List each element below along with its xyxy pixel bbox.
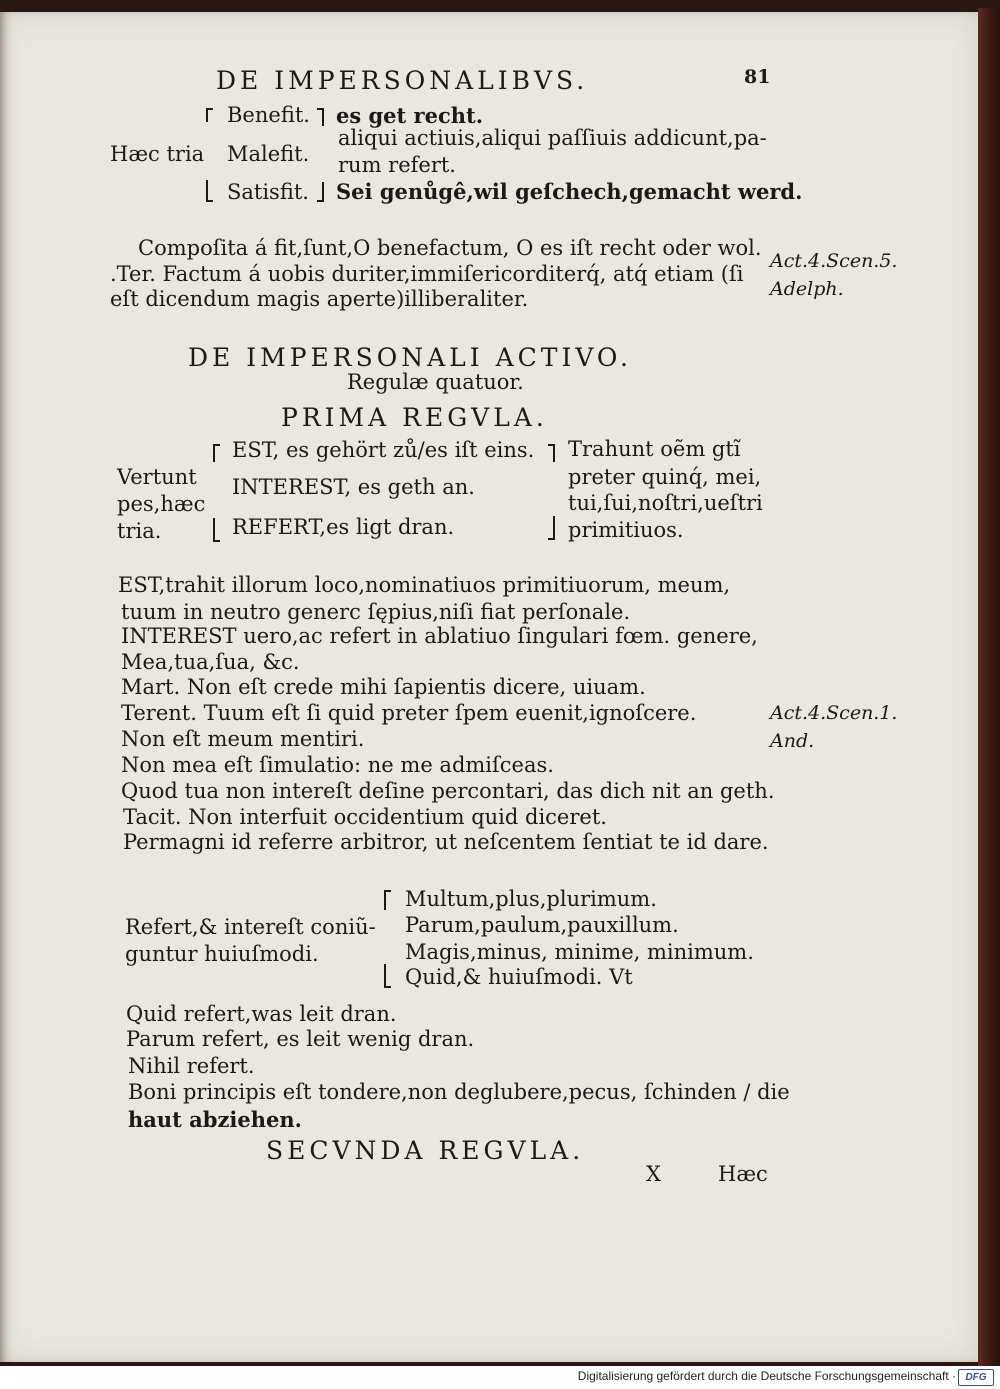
block1-item-3: Satisfit. bbox=[227, 180, 309, 204]
para2-line-8: Non mea eſt ſimulatio: ne me admiſceas. bbox=[121, 753, 554, 777]
para2-line-7: Non eſt meum mentiri. bbox=[121, 727, 365, 751]
para2-line-1: EST,trahit illorum loco,nominatiuos primitiuorum, meum, bbox=[118, 573, 731, 597]
block2-bracket-right-bottom bbox=[548, 516, 555, 540]
rule-heading-secunda: SECVNDA REGVLA. bbox=[266, 1136, 585, 1165]
block1-left-label: Hæc tria bbox=[110, 142, 205, 166]
block3-item-3: Magis,minus, minime, minimum. bbox=[405, 940, 754, 964]
para2-line-6: Terent. Tuum eſt ſi quid preter ſpem euenit,ignoſcere. bbox=[121, 701, 697, 725]
para2-line-4: Mea,tua,ſua, &c. bbox=[121, 650, 300, 674]
block2-right-2: preter quinq́, mei, bbox=[568, 465, 762, 489]
block2-bracket-left-bottom bbox=[213, 518, 220, 542]
block3-item-4: Quid,& huiuſmodi. Vt bbox=[405, 965, 633, 989]
para3-line-2: Parum refert, es leit wenig dran. bbox=[126, 1027, 475, 1051]
block2-item-refert: REFERT,es ligt dran. bbox=[232, 515, 455, 539]
block3-left-2: guntur huiuſmodi. bbox=[125, 942, 319, 966]
block1-bracket-right-top bbox=[317, 108, 324, 126]
book-page bbox=[0, 12, 978, 1362]
para1-line-2: .Ter. Factum á uobis duriter,immiſericorditerq́, atq́ etiam (ſi bbox=[110, 262, 744, 286]
block2-bracket-right-top bbox=[548, 444, 555, 462]
block1-bracket-left-bottom bbox=[206, 180, 213, 202]
block3-bracket-top bbox=[384, 890, 391, 910]
para3-line-1: Quid refert,was leit dran. bbox=[126, 1002, 397, 1026]
para2-line-10: Tacit. Non interfuit occidentium quid diceret. bbox=[123, 805, 607, 829]
para1-line-1: Compoſita á fit,ſunt,O benefactum, O es iſt recht oder wol. bbox=[138, 236, 762, 260]
block2-right-1: Trahunt oẽm gtĩ bbox=[568, 437, 741, 461]
block3-left-1: Refert,& intereſt coniũ- bbox=[125, 915, 376, 939]
para2-line-9: Quod tua non intereſt deſine percontari, das dich nit an geth. bbox=[121, 779, 775, 803]
para2-line-3: INTEREST uero,ac refert in ablatiuo ſingulari fœm. genere, bbox=[121, 624, 758, 648]
para2-line-11: Permagni id referre arbitror, ut neſcentem ſentiat te id dare. bbox=[123, 830, 769, 854]
block2-bracket-left-top bbox=[213, 444, 220, 462]
block1-bracket-left-top bbox=[206, 108, 213, 122]
para3-line-5: haut abziehen. bbox=[128, 1107, 302, 1132]
block1-item-1: Benefit. bbox=[227, 103, 310, 127]
dfg-logo-icon[interactable]: DFG bbox=[958, 1369, 994, 1386]
block2-right-3: tui,ſui,noſtri,ueſtri bbox=[568, 491, 763, 515]
section-heading-impersonali-activo: DE IMPERSONALI ACTIVO. bbox=[188, 343, 632, 372]
footer-bar bbox=[0, 1366, 1000, 1389]
margin-note-1b: Adelph. bbox=[770, 278, 844, 300]
block1-gloss-3: rum refert. bbox=[338, 153, 456, 177]
block3-item-1: Multum,plus,plurimum. bbox=[405, 887, 657, 911]
block2-left-2: pes,hæc bbox=[117, 492, 206, 516]
block2-item-interest: INTEREST, es geth an. bbox=[232, 475, 475, 499]
page-number: 81 bbox=[744, 66, 771, 88]
catchword: Hæc bbox=[718, 1162, 768, 1186]
para3-line-4: Boni principis eſt tondere,non deglubere,pecus, ſchinden / die bbox=[128, 1080, 790, 1104]
block2-left-1: Vertunt bbox=[117, 465, 197, 489]
margin-note-2b: And. bbox=[770, 730, 815, 752]
block1-bracket-right-bottom bbox=[317, 182, 324, 202]
running-head: DE IMPERSONALIBVS. bbox=[216, 66, 589, 95]
footer-credit: Digitalisierung gefördert durch die Deutsche Forschungsgemeinschaft · bbox=[577, 1369, 956, 1383]
block2-left-3: tria. bbox=[117, 519, 162, 543]
para2-line-2: tuum in neutro generc ſępius,niſi fiat perſonale. bbox=[121, 600, 631, 624]
block1-gloss-2: aliqui actiuis,aliqui paſſiuis addicunt,pa- bbox=[338, 126, 767, 150]
para3-line-3: Nihil refert. bbox=[128, 1054, 255, 1078]
book-edge bbox=[978, 8, 1000, 1366]
block2-right-4: primitiuos. bbox=[568, 518, 684, 542]
signature-mark: X bbox=[646, 1162, 661, 1186]
block3-bracket-bottom bbox=[384, 964, 391, 988]
margin-note-1a: Act.4.Scen.5. bbox=[770, 250, 898, 272]
para2-line-5: Mart. Non eſt crede mihi ſapientis dicere, uiuam. bbox=[121, 675, 646, 699]
block2-item-est: EST, es gehört zů/es iſt eins. bbox=[232, 438, 535, 462]
para1-line-3: eſt dicendum magis aperte)illiberaliter. bbox=[110, 287, 529, 311]
block3-item-2: Parum,paulum,pauxillum. bbox=[405, 913, 679, 937]
block1-gloss-4: Sei genůgê,wil geſchech,gemacht werd. bbox=[336, 179, 803, 204]
block1-item-2: Malefit. bbox=[227, 142, 310, 166]
margin-note-2a: Act.4.Scen.1. bbox=[770, 702, 898, 724]
rule-heading-prima: PRIMA REGVLA. bbox=[281, 403, 548, 432]
block1-gloss-1: es get recht. bbox=[336, 103, 484, 128]
section-subheading: Regulæ quatuor. bbox=[347, 370, 524, 394]
